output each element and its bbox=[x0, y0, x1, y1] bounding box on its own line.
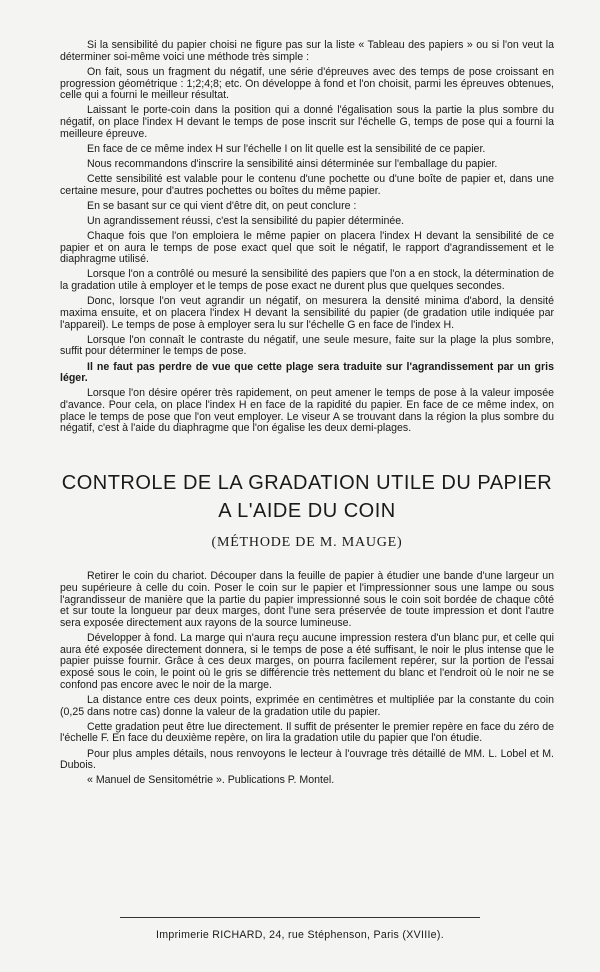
section-title-line2: A L'AIDE DU COIN bbox=[218, 500, 396, 523]
footer-divider bbox=[120, 917, 480, 918]
printer-footer: Imprimerie RICHARD, 24, rue Stéphenson, Paris (XVIIIe). bbox=[156, 929, 444, 941]
section-title-line1: CONTROLE DE LA GRADATION UTILE DU PAPIER bbox=[61, 472, 553, 495]
paragraph: Nous recommandons d'inscrire la sensibilité ainsi déterminée sur l'emballage du papier. bbox=[87, 157, 498, 170]
paragraph: Il ne faut pas perdre de vue que cette plage sera traduite sur l'agrandissement par un gris léger. bbox=[60, 360, 554, 385]
paragraph: Cette sensibilité est valable pour le contenu d'une pochette ou d'une boîte de papier et, dans une certaine mesure, pour d'autres pochettes ou boîtes du même papier. bbox=[60, 172, 554, 197]
paragraph: Un agrandissement réussi, c'est la sensibilité du papier déterminée. bbox=[87, 214, 405, 227]
paragraph: Chaque fois que l'on emploiera le même papier on placera l'index H devant la sensibilité de ce papier et on aura le temps de pose exact quel que soit le négatif, le rapport d'agrandissement et le diaphragme utilisé. bbox=[60, 229, 554, 266]
paragraph: Si la sensibilité du papier choisi ne figure pas sur la liste « Tableau des papiers » ou si l'on veut la déterminer soi-même voici une méthode très simple : bbox=[60, 39, 554, 63]
paragraph: Pour plus amples détails, nous renvoyons le lecteur à l'ouvrage très détaillé de MM. L. Lobel et M. Dubois. bbox=[60, 747, 554, 772]
paragraph: Cette gradation peut être lue directement. Il suffit de présenter le premier repère en face du zéro de l'échelle F. En face du deuxième repère, on lira la gradation utile du papier que l'on étudie. bbox=[60, 720, 554, 745]
paragraph: Développer à fond. La marge qui n'aura reçu aucune impression restera d'un blanc pur, et celle qui aura été exposée directement donnera, si le temps de pose a été suffisant, le noir le plus intense que le papier puisse fournir. Grâce à ces deux marges, on pourra facilement repérer, sur la portion de l'essai exposé sous le coin, le point où le gris se différencie très nettement du blanc et l'endroit où le noir ne se confond pas encore avec le noir de la marge. bbox=[60, 632, 554, 691]
section-subtitle: (MÉTHODE DE M. MAUGE) bbox=[211, 535, 403, 551]
paragraph: On fait, sous un fragment du négatif, une série d'épreuves avec des temps de pose croissant en progression géométrique : 1;2;4;8; etc. On développe à fond et l'on choisit, parmi les épreuves obtenues, celle qui a fourni le meilleur résultat. bbox=[60, 65, 554, 102]
document-page bbox=[60, 40, 554, 790]
paragraph: Lorsque l'on a contrôlé ou mesuré la sensibilité des papiers que l'on a en stock, la détermination de la gradation utile à employer et le temps de pose exact ne durent plus que quelques secondes. bbox=[60, 268, 554, 293]
paragraph: Retirer le coin du chariot. Découper dans la feuille de papier à étudier une bande d'une largeur un peu supérieure à celle du coin. Poser le coin sur le papier et l'impressionner sous une lampe ou sous l'agrandisseur de manière que la partie du papier impressionné sous le coin soit bordée de chaque côté et sur toute la longueur par deux marges, dont l'une sera préservée de toute impression et dont l'autre sera exposée directement aux rayons de la source lumineuse. bbox=[60, 570, 554, 629]
paragraph: « Manuel de Sensitométrie ». Publications P. Montel. bbox=[87, 774, 335, 787]
paragraph: Lorsque l'on connaît le contraste du négatif, une seule mesure, faite sur la plage la plus sombre, suffit pour déterminer le temps de pose. bbox=[60, 333, 554, 358]
method-block bbox=[60, 571, 554, 787]
paragraph: Laissant le porte-coin dans la position qui a donné l'égalisation sous la partie la plus sombre du négatif, on place l'index H devant le temps de pose inscrit sur l'échelle G, temps de pose qui a fourni la meilleure épreuve. bbox=[60, 104, 554, 140]
paragraph: En face de ce même index H sur l'échelle I on lit quelle est la sensibilité de ce papier. bbox=[87, 142, 486, 155]
paragraph: En se basant sur ce qui vient d'être dit, on peut conclure : bbox=[87, 199, 357, 212]
section-heading bbox=[60, 469, 554, 551]
paragraph: Donc, lorsque l'on veut agrandir un négatif, on mesurera la densité minima d'abord, la densité maxima ensuite, et on placera l'index H devant la sensibilité du papier (de gradation utile indiquée par l'appareil). Le temps de pose à employer sera lu sur l'échelle G en face de l'index H. bbox=[60, 295, 554, 331]
paragraph: Lorsque l'on désire opérer très rapidement, on peut amener le temps de pose à la valeur imposée d'avance. Pour cela, on place l'index H en face de la rapidité du papier. En face de ce même index, on place le temps de pose que l'on veut employer. Le viseur A se trouvant dans la région la plus sombre du négatif, c'est à l'aide du diaphragme que l'on égalise les deux demi-plages. bbox=[60, 387, 554, 435]
paragraph: La distance entre ces deux points, exprimée en centimètres et multipliée par la constante du coin (0,25 dans notre cas) donne la valeur de la gradation utile du papier. bbox=[60, 693, 554, 718]
instructions-block bbox=[60, 40, 554, 435]
